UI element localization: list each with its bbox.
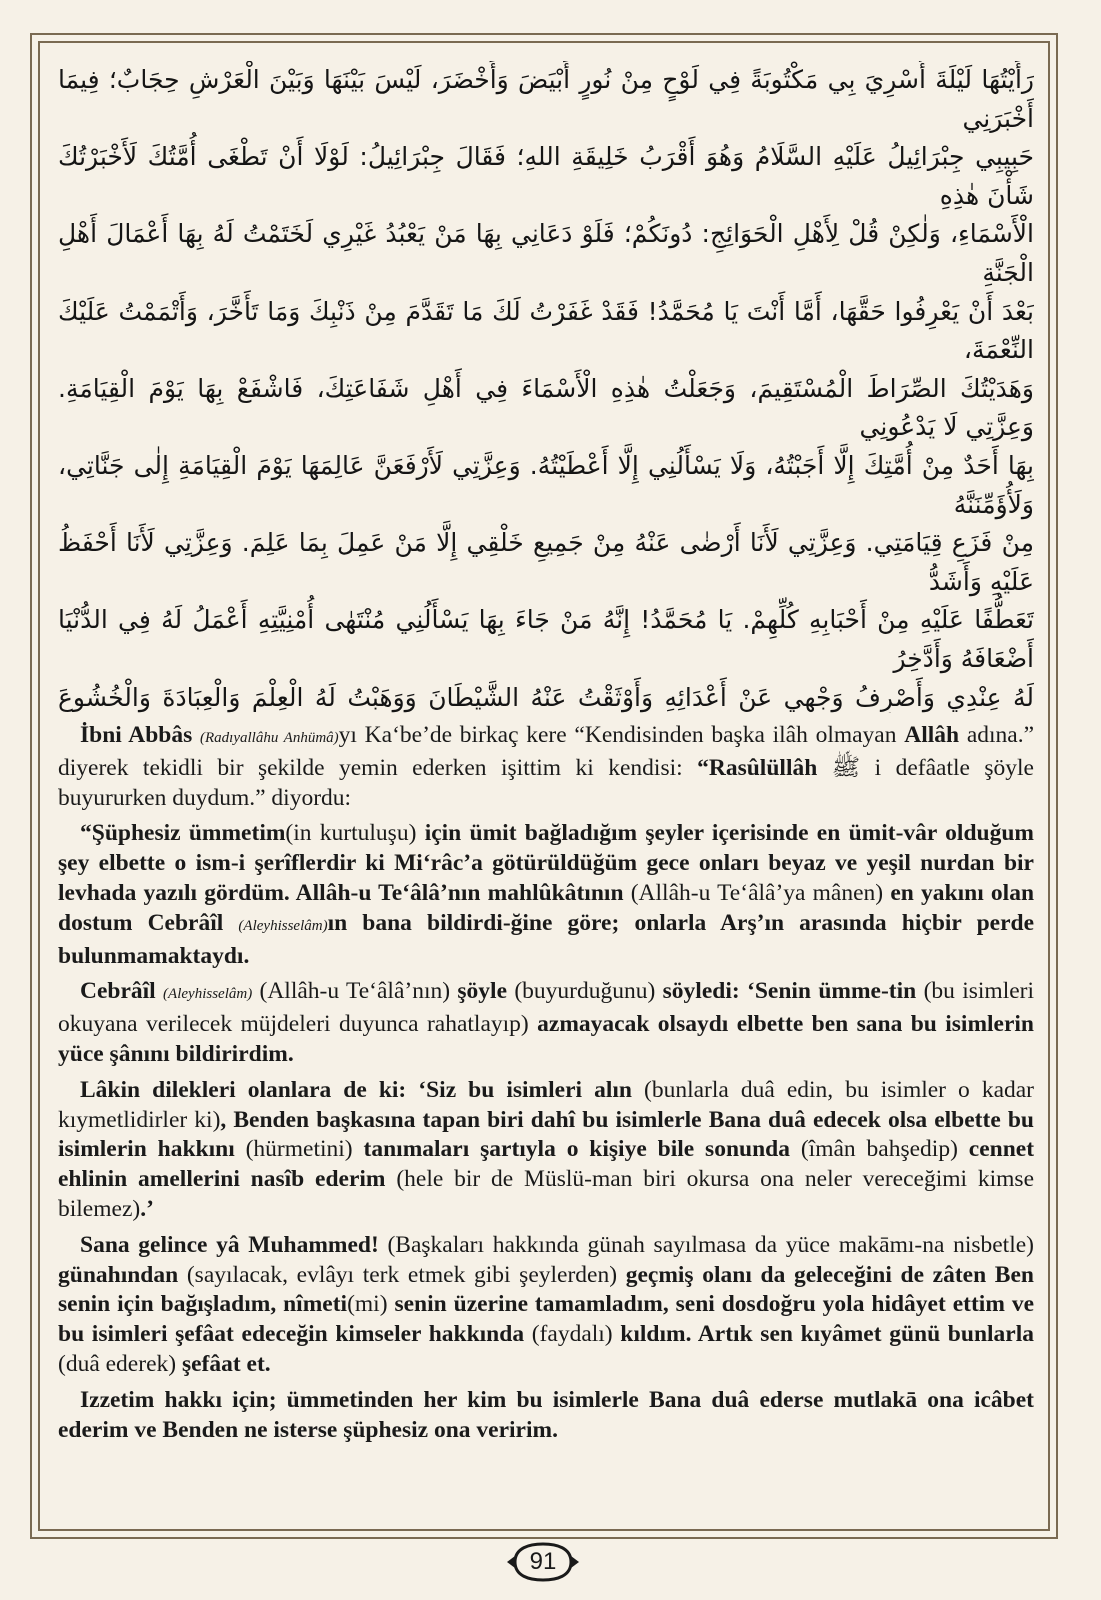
bold-text: şefâat et. <box>181 1350 271 1377</box>
arabic-line: حَبِيبِي جِبْرَائِيلُ عَلَيْهِ السَّلَامُ وَهُوَ أَقْرَبُ خَلِيقَةِ اللهِ؛ فَقَالَ جِبْرَائِيلُ: لَوْلَا أَنْ تَطْغَى أُمَّتُكَ لَأَخْبَرْتُكَ شَأْنَ هٰذِهِ <box>58 142 1034 210</box>
arabic-line: رَأَيْتُهَا لَيْلَةَ أُسْرِيَ بِي مَكْتُوبَةً فِي لَوْحٍ مِنْ نُورٍ أَبْيَضَ وَأَخْضَرَ، لَيْسَ بَيْنَهَا وَبَيْنَ الْعَرْشِ حِجَابٌ؛ فِيمَا أَخْبَرَنِي <box>58 65 1034 133</box>
text: i defâatle şöyle buyururken duydum.” diyordu: <box>58 754 1034 811</box>
text: adına.” diyerek tekidli bir şekilde yemin ederken işittim ki kendisi: <box>58 722 1034 781</box>
bold-text: Sana gelince yâ Muhammed! <box>80 1231 379 1258</box>
arabic-text-block <box>58 61 1034 713</box>
honorific: (Radıyallâhu Anhümâ) <box>200 730 339 746</box>
honorific: (Aleyhisselâm) <box>163 986 253 1003</box>
bold-text: Lâkin dilekleri olanlara de ki: ‘Siz bu isimleri alın <box>80 1076 632 1103</box>
paragraph-muhammed <box>58 1231 1034 1380</box>
text: (sayılacak, evlâyı terk etmek gibi şeylerden) <box>186 1261 618 1288</box>
salawat-glyph: ﷺ <box>831 754 861 781</box>
text: (duâ ederek) <box>58 1350 177 1377</box>
text: (faydalı) <box>531 1321 613 1348</box>
bold-text: “Şüphesiz ümmetim <box>80 820 286 847</box>
paragraph-cebrail <box>58 977 1034 1069</box>
bold-text: ın bana bildirdi-ğine göre; onlarla Arş’ın arasında hiçbir perde bulunmamaktaydı. <box>58 909 1034 969</box>
page-number: 91 <box>529 1548 557 1575</box>
bold-text: azmayacak olsaydı elbette ben sana bu isimlerin yüce şânını bildirirdim. <box>58 1011 1034 1067</box>
text: yı Ka‘be’de birkaç kere “Kendisinden başka ilâh olmayan <box>338 722 897 748</box>
arabic-line: بَعْدَ أَنْ يَعْرِفُوا حَقَّهَا، أَمَّا أَنْتَ يَا مُحَمَّدُ! فَقَدْ غَفَرْتُ لَكَ مَا تَقَدَّمَ مِنْ ذَنْبِكَ وَمَا تَأَخَّرَ، وَأَتْمَمْتُ عَلَيْكَ النِّعْمَةَ، <box>58 296 1034 365</box>
paragraph-hadith-1 <box>58 819 1034 971</box>
paragraph-lakin <box>58 1076 1034 1225</box>
bold-text: .’ <box>140 1195 154 1222</box>
bold-text: için ümit bağladığım şeyler içerisinde en ümit-vâr olduğum şey elbette o ism-i şerîflerdir ki Mi‘râc’a götürüldüğüm gece onları beyaz ve yeşil nurdan bir levhada yazılı gördüm. Allâh-u Te‘âlâ’nın mahlûkâtının <box>58 820 1034 906</box>
bold-text: , Benden başkasına tapan biri dahî bu isimlerle Bana duâ edecek olsa elbette bu isimlerin hakkını <box>58 1106 1034 1163</box>
text: (buyurduğunu) <box>514 978 656 1005</box>
bold-text: söyledi: ‘Senin ümme-tin <box>662 978 917 1005</box>
paragraph-ibni-abbas <box>58 721 1034 813</box>
bold-text: kıldım. Artık sen kıyâmet günü bunlarla <box>620 1321 1034 1348</box>
text: (hele bir de Müslü-man biri okursa ona neler vereceğimi kimse bilemez) <box>58 1166 1034 1222</box>
honorific: (Aleyhisselâm) <box>238 917 328 934</box>
turkish-translation <box>58 721 1034 1445</box>
arabic-line: الْأَسْمَاءِ، وَلٰكِنْ قُلْ لِأَهْلِ الْحَوَائِجِ: دُونَكُمْ؛ فَلَوْ دَعَانِي بِهَا مَنْ يَعْبُدُ غَيْرِي لَخَتَمْتُ لَهُ بِهَا أَعْمَالَ أَهْلِ الْجَنَّةِ <box>58 219 1034 287</box>
arabic-line: لَهُ عِنْدِي وَأَصْرِفُ وَجْهِي عَنْ أَعْدَائِهِ وَأَوْثَقْتُ عَنْهُ الشَّيْطَانَ وَوَهَبْتُ لَهُ الْعِلْمَ وَالْعِبَادَةَ وَالْخُشُوعَ <box>58 682 1034 712</box>
text: (Başkaları hakkında günah sayılmasa da yüce makāmı-na nisbetle) <box>387 1231 1034 1258</box>
bold-text: şöyle <box>457 978 508 1005</box>
text: (bunlarla duâ edin, bu isimler o kadar kıymetlidirler ki) <box>58 1076 1034 1133</box>
bold-text: Cebrâîl <box>80 978 156 1005</box>
page-text-area <box>58 55 1034 1525</box>
paragraph-izzetim <box>58 1386 1034 1446</box>
arabic-line: مِنْ فَزَعِ قِيَامَتِي. وَعِزَّتِي لَأَنَا أَرْضٰى عَنْهُ مِنْ جَمِيعِ خَلْقِي إِلَّا مَنْ عَمِلَ بِمَا عَلِمَ. وَعِزَّتِي لَأَنَا أَحْفَظُ عَلَيْهِ وَأَشَدُّ <box>58 528 1034 596</box>
bold-text: geçmiş olanı da geleceğini de zâten Ben senin için bağışladım, nîmeti <box>58 1261 1034 1318</box>
text: (îmân bahşedip) <box>800 1136 958 1163</box>
bold-text: İbni Abbâs <box>80 722 193 748</box>
text: (in kurtuluşu) <box>285 820 417 847</box>
text: (Allâh-u Te‘âlâ’nın) <box>259 978 451 1005</box>
text: (Allâh-u Te‘âlâ’ya mânen) <box>630 879 884 906</box>
bold-text: en yakını olan dostum Cebrâîl <box>58 879 1034 936</box>
text: (mi) <box>347 1291 388 1318</box>
text: (bu isimleri okuyana verilecek müjdeleri duyunca rahatlayıp) <box>58 978 1034 1038</box>
bold-text: tanımaları şartıyla o kişiye bile sonunda <box>363 1136 790 1163</box>
bold-text: Allâh <box>904 722 960 748</box>
arabic-line: بِهَا أَحَدٌ مِنْ أُمَّتِكَ إِلَّا أَجَبْتُهُ، وَلَا يَسْأَلُنِي إِلَّا أَعْطَيْتُهُ. وَعِزَّتِي لَأَرْفَعَنَّ عَالِمَهَا يَوْمَ الْقِيَامَةِ إِلٰى جَنَّاتِي، وَلَأُؤَمِّنَنَّهُ <box>58 450 1034 519</box>
bold-text: senin üzerine tamamladım, seni dosdoğru yola hidâyet ettim ve bu isimleri şefâat edeceğin kimseler hakkında <box>58 1291 1034 1348</box>
text: (hürmetini) <box>245 1136 353 1163</box>
bold-text: “Rasûlüllâh <box>697 754 818 781</box>
bold-text: Izzetim hakkı için; ümmetinden her kim bu isimlerle Bana duâ ederse mutlakā ona icâbet ederim ve Benden ne isterse şüphesiz ona veririm. <box>58 1386 1034 1443</box>
bold-text: cennet ehlinin amellerini nasîb ederim <box>58 1136 1034 1193</box>
arabic-line: وَهَدَيْتُكَ الصِّرَاطَ الْمُسْتَقِيمَ، وَجَعَلْتُ هٰذِهِ الْأَسْمَاءَ فِي أَهْلِ شَفَاعَتِكَ، فَاشْفَعْ بِهَا يَوْمَ الْقِيَامَةِ. وَعِزَّتِي لَا يَدْعُونِي <box>58 373 1034 442</box>
page-number-ornament <box>505 1540 581 1584</box>
arabic-line: تَعَطُّفًا عَلَيْهِ مِنْ أَحْبَابِهِ كُلِّهِمْ. يَا مُحَمَّدُ! إِنَّهُ مَنْ جَاءَ بِهَا يَسْأَلُنِي مُنْتَهٰى أُمْنِيَّتِهِ أَعْمَلُ لَهُ فِي الدُّنْيَا أَضْعَافَهُ وَأَدَّخِرُ <box>58 605 1034 673</box>
bold-text: günahından <box>58 1261 179 1288</box>
